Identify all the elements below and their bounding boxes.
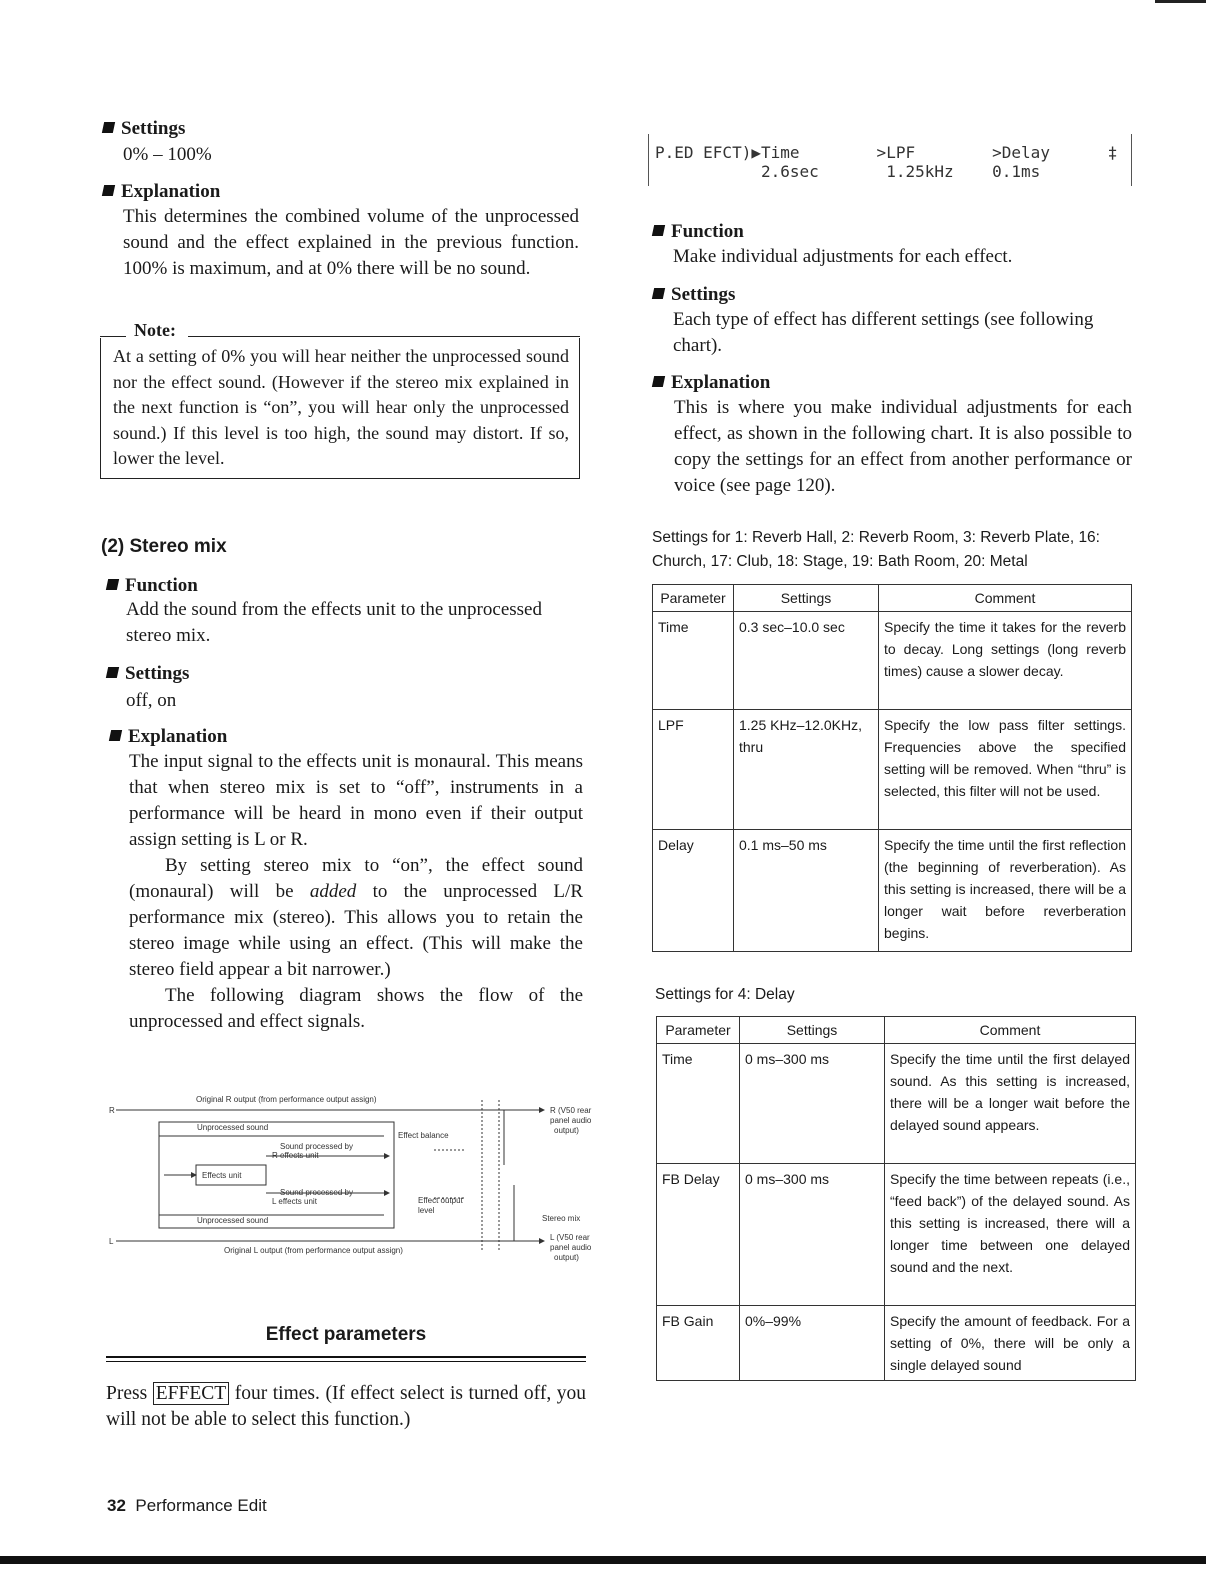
- table-cell: Specify the time until the first reflection (the beginning of reverberation). As this setting is increased, there will be a longer wait before reverberation begins.: [879, 830, 1132, 952]
- table-cell: Specify the low pass filter settings. Frequencies above the specified setting will be removed. When “thru” is selected, this filter will not be used.: [879, 710, 1132, 830]
- bullet-icon: [652, 225, 665, 236]
- table-row: [657, 1044, 1136, 1164]
- note-box: [100, 320, 580, 479]
- diagram-snd-proc-l-1: Sound processed by: [280, 1188, 353, 1197]
- explanation-heading-right: Explanation: [653, 372, 770, 394]
- diagram-orig-r: Original R output (from performance output assign): [196, 1095, 377, 1104]
- lcd-line-1: P.ED EFCT)▶Time >LPF >Delay ‡: [655, 143, 1118, 162]
- reverb-settings-table: [652, 584, 1132, 952]
- note-label: Note:: [134, 320, 176, 340]
- table-cell: 0 ms–300 ms: [740, 1044, 885, 1164]
- explanation-paragraph-3: The following diagram shows the flow of the unprocessed and effect signals.: [129, 985, 583, 1032]
- explanation-paragraph-2: By setting stereo mix to “on”, the effect sound (monaural) will be added to the unprocessed L/R performance mix (stereo). This allows you to retain the stereo image while using an effect. (This will make the stereo field appear a bit narrower.): [129, 855, 583, 980]
- table-cell: Specify the time between repeats (i.e., “feed back”) of the delayed sound. As this setting is increased, there will a longer time between one delayed sound and the next.: [885, 1164, 1136, 1306]
- lcd-display: [648, 134, 1132, 186]
- diagram-effect-output-1: Effect output: [418, 1196, 463, 1205]
- bullet-icon: [106, 667, 119, 678]
- col-header: Settings: [740, 1017, 885, 1044]
- effect-key: EFFECT: [153, 1382, 229, 1405]
- settings-value: 0% – 100%: [123, 144, 212, 165]
- col-header: Settings: [734, 585, 879, 612]
- explanation-heading-2: Explanation: [110, 726, 227, 748]
- function-heading: Function: [107, 575, 198, 597]
- col-header: Parameter: [653, 585, 734, 612]
- diagram-snd-proc-r-1: Sound processed by: [280, 1142, 353, 1151]
- table-header-row: [657, 1017, 1136, 1044]
- table-cell: 0%–99%: [740, 1306, 885, 1381]
- diagram-r-out-2: panel audio: [550, 1116, 592, 1125]
- diagram-effect-output-2: level: [418, 1206, 435, 1215]
- settings-heading-right: Settings: [653, 284, 735, 306]
- table-cell: 0.1 ms–50 ms: [734, 830, 879, 952]
- table1-caption: Settings for 1: Reverb Hall, 2: Reverb Room, 3: Reverb Plate, 16: Church, 17: Club, 18: Stage, 19: Bath Room, 20: Metal: [652, 529, 1100, 570]
- signal-flow-diagram: [104, 1090, 614, 1270]
- page-footer: [107, 1496, 267, 1516]
- diagram-unproc-1: Unprocessed sound: [197, 1123, 269, 1132]
- table-cell: Delay: [653, 830, 734, 952]
- table-cell: 0 ms–300 ms: [740, 1164, 885, 1306]
- table-cell: 0.3 sec–10.0 sec: [734, 612, 879, 710]
- table2-caption: Settings for 4: Delay: [655, 986, 795, 1003]
- table-cell: Time: [653, 612, 734, 710]
- title-rule-thin: [106, 1361, 586, 1362]
- explanation-paragraph-1: The input signal to the effects unit is monaural. This means that when stereo mix is set to “off”, instruments in a performance will be heard in mono even if their output assign setting is L or R.: [129, 751, 583, 850]
- bottom-edge-bar: [0, 1556, 1206, 1564]
- diagram-l-out-2: panel audio: [550, 1243, 592, 1252]
- settings-text-right: Each type of effect has different settings (see following chart).: [673, 309, 1094, 356]
- footer-section: Performance Edit: [135, 1496, 267, 1515]
- col-header: Comment: [885, 1017, 1136, 1044]
- press-instruction: Press EFFECT four times. (If effect select is turned off, you will not be able to select this function.): [106, 1383, 586, 1430]
- function-heading-right: Function: [653, 221, 744, 243]
- explanation-text-right: This is where you make individual adjustments for each effect, as shown in the following chart. It is also possible to copy the settings for an effect from another performance or voice (see page 120).: [674, 397, 1132, 496]
- table-cell: Specify the time it takes for the reverb to decay. Long settings (long reverb times) cause a slower decay.: [879, 612, 1132, 710]
- table-cell: LPF: [653, 710, 734, 830]
- title-rule: [106, 1356, 586, 1358]
- bullet-icon: [102, 185, 115, 196]
- explanation-heading: Explanation: [103, 181, 220, 203]
- diagram-snd-proc-l-2: L effects unit: [272, 1197, 317, 1206]
- settings-value-2: off, on: [126, 690, 177, 711]
- col-header: Comment: [879, 585, 1132, 612]
- diagram-stereo-mix: Stereo mix: [542, 1214, 581, 1223]
- bullet-icon: [652, 376, 665, 387]
- bullet-icon: [109, 730, 122, 741]
- table-cell: Time: [657, 1044, 740, 1164]
- diagram-r-out-1: R (V50 rear: [550, 1106, 592, 1115]
- diagram-l-label: L: [109, 1237, 114, 1246]
- stereo-mix-title: (2) Stereo mix: [101, 536, 227, 557]
- delay-settings-table: [656, 1016, 1136, 1381]
- diagram-r-label: R: [109, 1106, 115, 1115]
- col-header: Parameter: [657, 1017, 740, 1044]
- table-cell: FB Delay: [657, 1164, 740, 1306]
- corner-mark: [1155, 0, 1206, 3]
- page-number: 32: [107, 1496, 126, 1515]
- lcd-line-2: 2.6sec 1.25kHz 0.1ms: [655, 162, 1041, 181]
- diagram-r-out-3: output): [554, 1126, 579, 1135]
- table-row: [653, 830, 1132, 952]
- diagram-orig-l: Original L output (from performance output assign): [224, 1246, 403, 1255]
- table-row: [657, 1306, 1136, 1381]
- function-text: Add the sound from the effects unit to the unprocessed stereo mix.: [126, 599, 542, 646]
- bullet-icon: [652, 288, 665, 299]
- table-header-row: [653, 585, 1132, 612]
- table-row: [653, 612, 1132, 710]
- diagram-snd-proc-r-2: R effects unit: [272, 1151, 319, 1160]
- note-text: At a setting of 0% you will hear neither the unprocessed sound nor the effect sound. (However if the stereo mix explained in the next function is “on”, you will hear only the unprocessed sound.) If this level is too high, the sound may distort. If so, lower the level.: [100, 338, 580, 479]
- diagram-l-out-1: L (V50 rear: [550, 1233, 590, 1242]
- explanation-text-2: [129, 749, 583, 1035]
- bullet-icon: [102, 122, 115, 133]
- function-text-right: Make individual adjustments for each effect.: [673, 246, 1013, 267]
- explanation-text: This determines the combined volume of the unprocessed sound and the effect explained in the previous function. 100% is maximum, and at 0% there will be no sound.: [123, 206, 579, 279]
- table-row: [653, 710, 1132, 830]
- table-cell: 1.25 KHz–12.0KHz, thru: [734, 710, 879, 830]
- settings-heading: Settings: [103, 118, 185, 140]
- settings-heading-2: Settings: [107, 663, 189, 685]
- diagram-effects-unit: Effects unit: [202, 1171, 242, 1180]
- table-cell: Specify the time until the first delayed sound. As this setting is increased, there will be a longer wait before the delayed sound appears.: [885, 1044, 1136, 1164]
- bullet-icon: [106, 579, 119, 590]
- effect-parameters-title: Effect parameters: [265, 1324, 427, 1345]
- table-cell: Specify the amount of feedback. For a setting of 0%, there will be only a single delayed sound: [885, 1306, 1136, 1381]
- table-cell: FB Gain: [657, 1306, 740, 1381]
- diagram-effect-balance: Effect balance: [398, 1131, 449, 1140]
- table-row: [657, 1164, 1136, 1306]
- diagram-unproc-2: Unprocessed sound: [197, 1216, 269, 1225]
- diagram-l-out-3: output): [554, 1253, 579, 1262]
